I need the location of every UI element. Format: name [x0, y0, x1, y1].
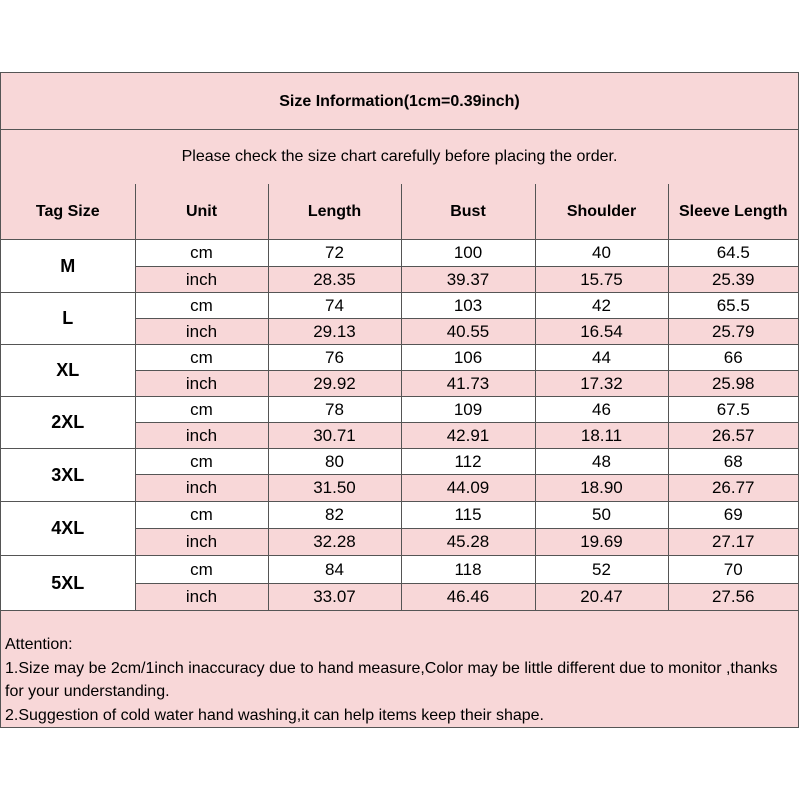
length-cell: 33.07 [268, 584, 401, 611]
sleeve-length-cell: 66 [668, 345, 798, 371]
sleeve-length-cell: 25.39 [668, 267, 798, 293]
tag-size-cell: 3XL [1, 449, 135, 502]
tag-size-cell: 4XL [1, 502, 135, 556]
bust-cell: 46.46 [401, 584, 535, 611]
header-shoulder: Shoulder [535, 184, 668, 240]
sleeve-length-cell: 65.5 [668, 293, 798, 319]
attention-heading: Attention: [5, 636, 73, 653]
shoulder-cell: 18.11 [535, 423, 668, 449]
bust-cell: 118 [401, 556, 535, 584]
shoulder-cell: 40 [535, 240, 668, 267]
attention-line-2: 2.Suggestion of cold water hand washing,it can help items keep their shape. [5, 706, 544, 724]
unit-cell: inch [135, 423, 268, 449]
shoulder-cell: 17.32 [535, 371, 668, 397]
length-cell: 84 [268, 556, 401, 584]
sleeve-length-cell: 26.77 [668, 475, 798, 502]
table-row [1, 240, 798, 267]
unit-cell: cm [135, 556, 268, 584]
bust-cell: 44.09 [401, 475, 535, 502]
sleeve-length-cell: 64.5 [668, 240, 798, 267]
length-cell: 72 [268, 240, 401, 267]
bust-cell: 112 [401, 449, 535, 475]
shoulder-cell: 42 [535, 293, 668, 319]
shoulder-cell: 18.90 [535, 475, 668, 502]
shoulder-cell: 46 [535, 397, 668, 423]
shoulder-cell: 44 [535, 345, 668, 371]
length-cell: 76 [268, 345, 401, 371]
tag-size-cell: 5XL [1, 556, 135, 611]
bust-cell: 106 [401, 345, 535, 371]
size-table [1, 184, 798, 611]
unit-cell: cm [135, 293, 268, 319]
table-row [1, 397, 798, 423]
shoulder-cell: 16.54 [535, 319, 668, 345]
table-row [1, 345, 798, 371]
unit-cell: inch [135, 529, 268, 556]
length-cell: 28.35 [268, 267, 401, 293]
length-cell: 32.28 [268, 529, 401, 556]
unit-cell: cm [135, 449, 268, 475]
sleeve-length-cell: 26.57 [668, 423, 798, 449]
sleeve-length-cell: 69 [668, 502, 798, 529]
bust-cell: 45.28 [401, 529, 535, 556]
order-notice: Please check the size chart carefully before placing the order. [1, 130, 798, 185]
table-header-row [1, 184, 798, 240]
shoulder-cell: 20.47 [535, 584, 668, 611]
length-cell: 29.13 [268, 319, 401, 345]
shoulder-cell: 15.75 [535, 267, 668, 293]
sleeve-length-cell: 25.79 [668, 319, 798, 345]
header-bust: Bust [401, 184, 535, 240]
unit-cell: inch [135, 371, 268, 397]
header-unit: Unit [135, 184, 268, 240]
header-sleeve-length: Sleeve Length [668, 184, 798, 240]
unit-cell: cm [135, 345, 268, 371]
length-cell: 30.71 [268, 423, 401, 449]
shoulder-cell: 19.69 [535, 529, 668, 556]
length-cell: 82 [268, 502, 401, 529]
table-row [1, 293, 798, 319]
tag-size-cell: M [1, 240, 135, 293]
sleeve-length-cell: 70 [668, 556, 798, 584]
shoulder-cell: 50 [535, 502, 668, 529]
size-table-body [1, 240, 798, 611]
shoulder-cell: 48 [535, 449, 668, 475]
chart-title: Size Information(1cm=0.39inch) [1, 73, 798, 130]
bust-cell: 39.37 [401, 267, 535, 293]
table-row [1, 556, 798, 584]
unit-cell: cm [135, 240, 268, 267]
sleeve-length-cell: 27.56 [668, 584, 798, 611]
sleeve-length-cell: 67.5 [668, 397, 798, 423]
size-chart-sheet [0, 72, 799, 728]
bust-cell: 103 [401, 293, 535, 319]
sleeve-length-cell: 25.98 [668, 371, 798, 397]
length-cell: 80 [268, 449, 401, 475]
header-tag-size: Tag Size [1, 184, 135, 240]
sleeve-length-cell: 27.17 [668, 529, 798, 556]
sleeve-length-cell: 68 [668, 449, 798, 475]
table-row [1, 449, 798, 475]
bust-cell: 100 [401, 240, 535, 267]
bust-cell: 109 [401, 397, 535, 423]
length-cell: 74 [268, 293, 401, 319]
attention-line-1: 1.Size may be 2cm/1inch inaccuracy due to hand measure,Color may be little different due to monitor ,thanks for your understanding. [5, 659, 778, 700]
bust-cell: 41.73 [401, 371, 535, 397]
unit-cell: inch [135, 319, 268, 345]
bust-cell: 42.91 [401, 423, 535, 449]
table-row [1, 502, 798, 529]
bust-cell: 115 [401, 502, 535, 529]
unit-cell: cm [135, 397, 268, 423]
tag-size-cell: XL [1, 345, 135, 397]
tag-size-cell: 2XL [1, 397, 135, 449]
header-length: Length [268, 184, 401, 240]
unit-cell: cm [135, 502, 268, 529]
shoulder-cell: 52 [535, 556, 668, 584]
length-cell: 31.50 [268, 475, 401, 502]
length-cell: 78 [268, 397, 401, 423]
attention-notes [5, 633, 795, 727]
unit-cell: inch [135, 584, 268, 611]
unit-cell: inch [135, 475, 268, 502]
unit-cell: inch [135, 267, 268, 293]
bust-cell: 40.55 [401, 319, 535, 345]
length-cell: 29.92 [268, 371, 401, 397]
tag-size-cell: L [1, 293, 135, 345]
